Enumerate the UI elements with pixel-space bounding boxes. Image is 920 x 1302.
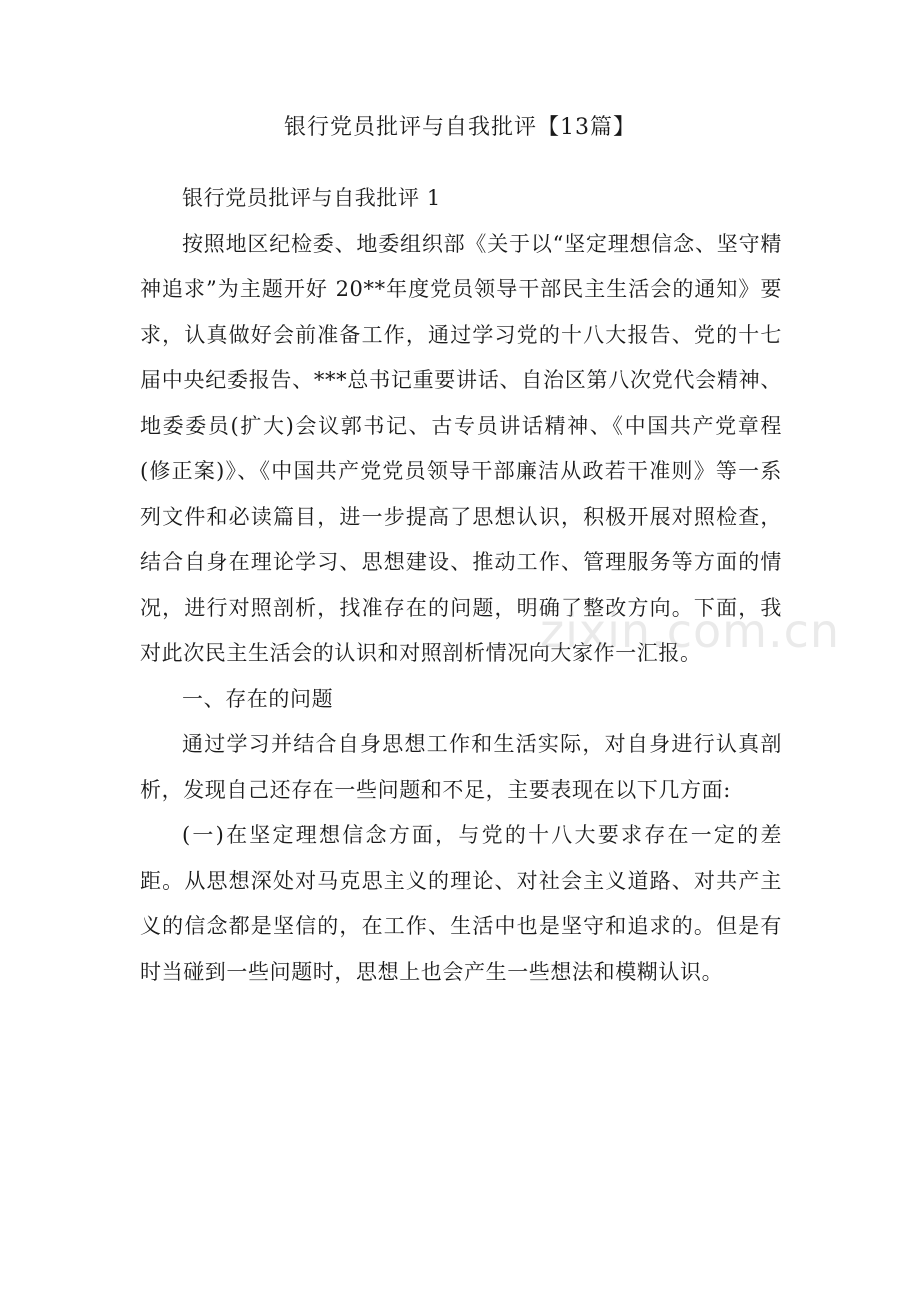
body-paragraph: 按照地区纪检委、地委组织部《关于以“坚定理想信念、坚守精神追求”为主题开好 20**年度党员领导干部民主生活会的通知》要求，认真做好会前准备工作，通过学习党的十八大报告、党的十七届中央纪委报告、***总书记重要讲话、自治区第八次党代会精神、地委委员(扩大)会议郭书记、古专员讲话精神、《中国共产党章程(修正案)》、《中国共产党党员领导干部廉洁从政若干准则》等一系列文件和必读篇目，进一步提高了思想认识，积极开展对照检查，结合自身在理论学习、思想建设、推动工作、管理服务等方面的情况，进行对照剖析，找准存在的问题，明确了整改方向。下面，我对此次民主生活会的认识和对照剖析情况向大家作一汇报。 [140, 231, 782, 665]
section-heading: 银行党员批评与自我批评 1 [182, 186, 441, 210]
document-title: 银行党员批评与自我批评【13篇】 [284, 115, 636, 140]
body-paragraph: 通过学习并结合自身思想工作和生活实际，对自身进行认真剖析，发现自己还存在一些问题和不足，主要表现在以下几方面: [140, 732, 782, 802]
body-paragraph: (一)在坚定理想信念方面，与党的十八大要求存在一定的差距。从思想深处对马克思主义的理论、对社会主义道路、对共产主义的信念都是坚信的，在工作、生活中也是坚守和追求的。但是有时当碰到一些问题时，思想上也会产生一些想法和模糊认识。 [140, 823, 782, 984]
subsection-heading: 一、存在的问题 [182, 686, 334, 711]
watermark: zixin.com.cn [540, 604, 841, 658]
document-body [140, 176, 782, 995]
